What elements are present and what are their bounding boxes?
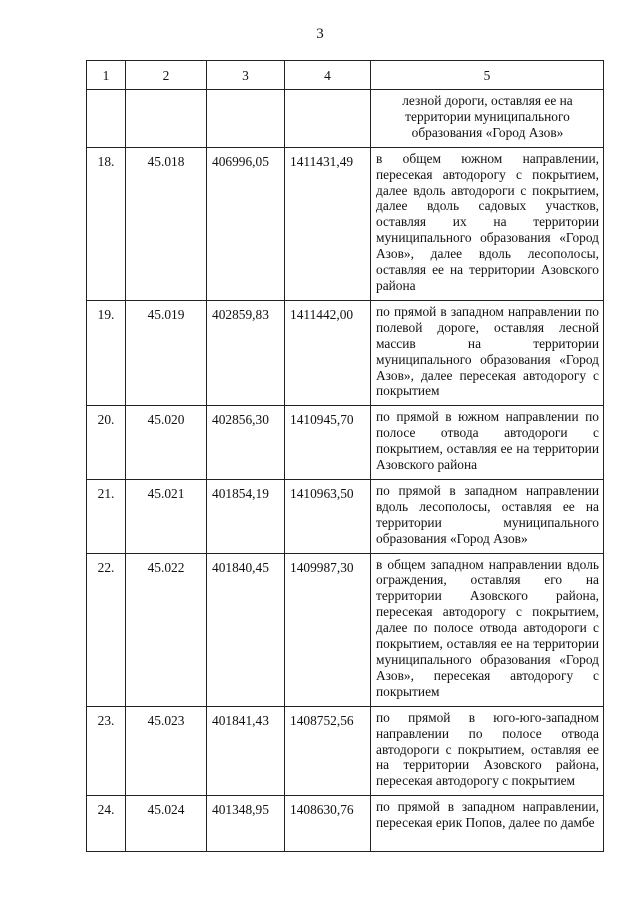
- table-row: [87, 406, 604, 480]
- boundary-description: в общем южном направлении, пересекая автодорогу с покрытием, далее вдоль автодороги с покрытием, далее вдоль садовых участков, оставляя их на территории муниципального образования «Город Азов», далее вдоль лесополосы, оставляя ее на территории Азовского района: [371, 147, 604, 300]
- point-code: 45.020: [126, 406, 207, 480]
- coordinate-y: 1408752,56: [285, 706, 371, 796]
- header-row: [87, 61, 604, 90]
- coordinate-y: 1408630,76: [285, 796, 371, 852]
- coordinate-x: 401841,43: [207, 706, 285, 796]
- boundary-table: [86, 60, 604, 852]
- coordinate-x: 402856,30: [207, 406, 285, 480]
- table-row: [87, 300, 604, 405]
- empty-cell: [126, 90, 207, 148]
- header-cell: 2: [126, 61, 207, 90]
- boundary-description: по прямой в западном направлении вдоль лесополосы, оставляя ее на территории муниципального образования «Город Азов»: [371, 479, 604, 553]
- table-row: [87, 796, 604, 852]
- row-number: 19.: [87, 300, 126, 405]
- table-row: [87, 147, 604, 300]
- page-number: 3: [316, 26, 324, 42]
- row-number: 23.: [87, 706, 126, 796]
- row-number: 22.: [87, 553, 126, 706]
- row-number: 20.: [87, 406, 126, 480]
- header-cell: 5: [371, 61, 604, 90]
- coordinate-y: 1411431,49: [285, 147, 371, 300]
- coordinate-x: 402859,83: [207, 300, 285, 405]
- coordinate-x: 406996,05: [207, 147, 285, 300]
- point-code: 45.019: [126, 300, 207, 405]
- empty-cell: [285, 90, 371, 148]
- row-number: 18.: [87, 147, 126, 300]
- header-cell: 1: [87, 61, 126, 90]
- coordinate-y: 1409987,30: [285, 553, 371, 706]
- header-cell: 4: [285, 61, 371, 90]
- coordinate-x: 401840,45: [207, 553, 285, 706]
- point-code: 45.018: [126, 147, 207, 300]
- point-code: 45.023: [126, 706, 207, 796]
- point-code: 45.021: [126, 479, 207, 553]
- boundary-description: по прямой в юго-юго-западном направлении по полосе отвода автодороги с покрытием, оставляя ее на территории Азовского района, пересекая автодорогу с покрытием: [371, 706, 604, 796]
- empty-cell: [87, 90, 126, 148]
- boundary-description: по прямой в западном направлении по полевой дороге, оставляя лесной массив на территории муниципального образования «Город Азов», далее пересекая автодорогу с покрытием: [371, 300, 604, 405]
- continuation-row: [87, 90, 604, 148]
- coordinate-y: 1410963,50: [285, 479, 371, 553]
- coordinate-x: 401854,19: [207, 479, 285, 553]
- empty-cell: [207, 90, 285, 148]
- coordinate-x: 401348,95: [207, 796, 285, 852]
- table-row: [87, 479, 604, 553]
- boundary-description: в общем западном направлении вдоль ограждения, оставляя его на территории Азовского района, пересекая автодорогу с покрытием, далее по полосе отвода автодороги с покрытием, оставляя ее на территории муниципального образования «Город Азов», пересекая автодорогу с покрытием: [371, 553, 604, 706]
- coordinate-y: 1410945,70: [285, 406, 371, 480]
- boundary-description: по прямой в западном направлении, пересекая ерик Попов, далее по дамбе: [371, 796, 604, 852]
- point-code: 45.022: [126, 553, 207, 706]
- table-row: [87, 706, 604, 796]
- header-cell: 3: [207, 61, 285, 90]
- point-code: 45.024: [126, 796, 207, 852]
- boundary-description: по прямой в южном направлении по полосе отвода автодороги с покрытием, оставляя ее на территории Азовского района: [371, 406, 604, 480]
- table-row: [87, 553, 604, 706]
- row-number: 24.: [87, 796, 126, 852]
- coordinate-y: 1411442,00: [285, 300, 371, 405]
- continuation-description: лезной дороги, оставляя ее на территории муниципального образования «Город Азов»: [371, 90, 604, 148]
- row-number: 21.: [87, 479, 126, 553]
